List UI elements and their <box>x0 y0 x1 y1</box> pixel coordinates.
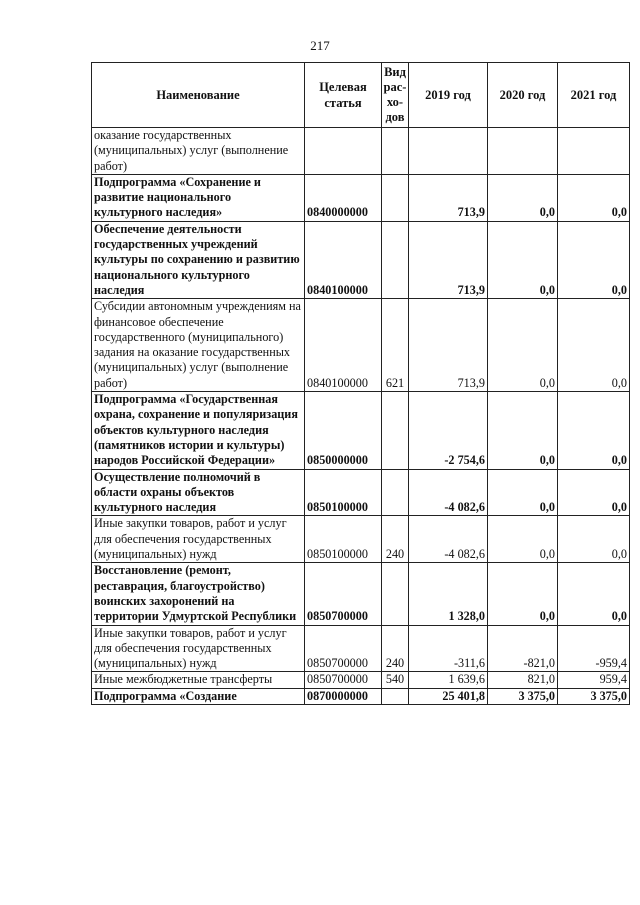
row-2020: 0,0 <box>488 469 558 516</box>
row-2019: -4 082,6 <box>409 516 488 563</box>
row-vid <box>382 128 409 175</box>
row-2020: 0,0 <box>488 221 558 298</box>
row-vid: 240 <box>382 625 409 672</box>
row-2021: 0,0 <box>558 469 630 516</box>
row-2020: 0,0 <box>488 299 558 392</box>
table-row <box>92 516 630 563</box>
row-code: 0850700000 <box>305 625 382 672</box>
row-code: 0870000000 <box>305 688 382 704</box>
row-2019: 1 328,0 <box>409 563 488 625</box>
table-row <box>92 469 630 516</box>
row-vid: 240 <box>382 516 409 563</box>
row-2019: 713,9 <box>409 174 488 221</box>
table-row <box>92 672 630 688</box>
table-row <box>92 392 630 469</box>
row-vid <box>382 563 409 625</box>
row-2021: 0,0 <box>558 221 630 298</box>
row-2019: 713,9 <box>409 299 488 392</box>
row-2020: 0,0 <box>488 516 558 563</box>
table-row <box>92 128 630 175</box>
row-name: Восстановление (ремонт, реставрация, благоустройство) воинских захоронений на территории Удмуртской Республики <box>92 563 305 625</box>
row-name: Иные закупки товаров, работ и услуг для обеспечения государственных (муниципальных) нужд <box>92 516 305 563</box>
header-name: Наименование <box>92 63 305 128</box>
row-name: Иные межбюджетные трансферты <box>92 672 305 688</box>
row-name: Субсидии автономным учреждениям на финансовое обеспечение государственного (муниципального) задания на оказание государственных (муниципальных) услуг (выполнение работ) <box>92 299 305 392</box>
row-vid <box>382 174 409 221</box>
row-code: 0850100000 <box>305 469 382 516</box>
header-2021: 2021 год <box>558 63 630 128</box>
row-2020: 821,0 <box>488 672 558 688</box>
row-2020: 3 375,0 <box>488 688 558 704</box>
table-row <box>92 688 630 704</box>
budget-table <box>91 62 630 705</box>
row-code: 0850100000 <box>305 516 382 563</box>
row-code: 0840000000 <box>305 174 382 221</box>
row-2019: 1 639,6 <box>409 672 488 688</box>
row-name: Подпрограмма «Сохранение и развитие национального культурного наследия» <box>92 174 305 221</box>
row-vid <box>382 688 409 704</box>
row-2019: 713,9 <box>409 221 488 298</box>
table-row <box>92 563 630 625</box>
row-2020: 0,0 <box>488 563 558 625</box>
row-name: Обеспечение деятельности государственных учреждений культуры по сохранению и развитию национального культурного наследия <box>92 221 305 298</box>
row-name: Иные закупки товаров, работ и услуг для обеспечения государственных (муниципальных) нужд <box>92 625 305 672</box>
table-row <box>92 174 630 221</box>
row-vid: 540 <box>382 672 409 688</box>
row-2021: 0,0 <box>558 563 630 625</box>
row-name: Подпрограмма «Государственная охрана, сохранение и популяризация объектов культурного наследия (памятников истории и культуры) народов Российской Федерации» <box>92 392 305 469</box>
row-vid <box>382 469 409 516</box>
header-2019: 2019 год <box>409 63 488 128</box>
row-2021: 0,0 <box>558 392 630 469</box>
row-vid <box>382 392 409 469</box>
row-code: 0850700000 <box>305 672 382 688</box>
row-2021: 0,0 <box>558 516 630 563</box>
header-2020: 2020 год <box>488 63 558 128</box>
table-row <box>92 299 630 392</box>
row-2019: -311,6 <box>409 625 488 672</box>
row-vid: 621 <box>382 299 409 392</box>
row-2021: 0,0 <box>558 174 630 221</box>
row-name: Осуществление полномочий в области охраны объектов культурного наследия <box>92 469 305 516</box>
header-vid: Вид рас-хо-дов <box>382 63 409 128</box>
row-code <box>305 128 382 175</box>
row-2020: 0,0 <box>488 392 558 469</box>
row-2019: -4 082,6 <box>409 469 488 516</box>
row-2021: 959,4 <box>558 672 630 688</box>
header-code: Целевая статья <box>305 63 382 128</box>
row-2019: -2 754,6 <box>409 392 488 469</box>
row-2020: 0,0 <box>488 174 558 221</box>
row-2020: -821,0 <box>488 625 558 672</box>
table-row <box>92 221 630 298</box>
table-row <box>92 625 630 672</box>
row-2019: 25 401,8 <box>409 688 488 704</box>
row-name: оказание государственных (муниципальных) услуг (выполнение работ) <box>92 128 305 175</box>
row-vid <box>382 221 409 298</box>
row-2021 <box>558 128 630 175</box>
page-number: 217 <box>310 38 330 53</box>
header-row <box>92 63 630 128</box>
row-code: 0840100000 <box>305 221 382 298</box>
row-2021: 0,0 <box>558 299 630 392</box>
row-2020 <box>488 128 558 175</box>
row-code: 0850700000 <box>305 563 382 625</box>
row-2021: -959,4 <box>558 625 630 672</box>
row-2021: 3 375,0 <box>558 688 630 704</box>
row-2019 <box>409 128 488 175</box>
row-name: Подпрограмма «Создание <box>92 688 305 704</box>
row-code: 0840100000 <box>305 299 382 392</box>
row-code: 0850000000 <box>305 392 382 469</box>
